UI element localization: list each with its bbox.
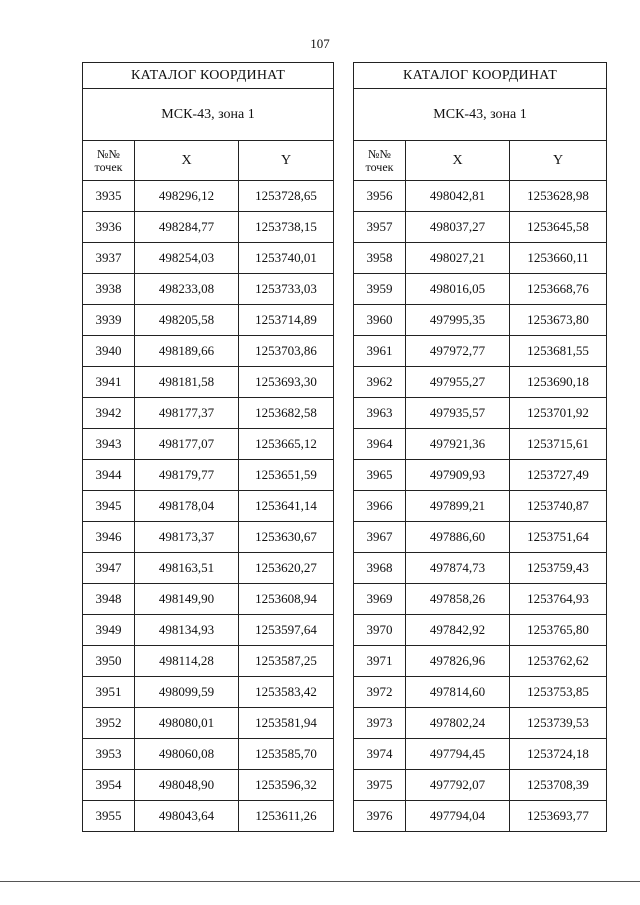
y-coordinate-cell: 1253728,65	[239, 181, 334, 212]
x-coordinate-cell: 498099,59	[135, 677, 239, 708]
catalog-body-left	[83, 181, 334, 832]
point-number-cell: 3948	[83, 584, 135, 615]
y-coordinate-cell: 1253630,67	[239, 522, 334, 553]
x-coordinate-cell: 498173,37	[135, 522, 239, 553]
point-number-cell: 3952	[83, 708, 135, 739]
point-number-cell: 3960	[354, 305, 406, 336]
x-coordinate-cell: 498254,03	[135, 243, 239, 274]
x-coordinate-cell: 497909,93	[406, 460, 510, 491]
point-number-cell: 3938	[83, 274, 135, 305]
column-header-x: X	[135, 141, 239, 181]
y-coordinate-cell: 1253693,77	[510, 801, 607, 832]
point-number-cell: 3966	[354, 491, 406, 522]
table-row	[83, 584, 334, 615]
point-number-cell: 3945	[83, 491, 135, 522]
table-row	[354, 522, 607, 553]
table-row	[83, 522, 334, 553]
page-number: 107	[310, 36, 330, 51]
point-number-cell: 3942	[83, 398, 135, 429]
point-number-cell: 3954	[83, 770, 135, 801]
table-row	[354, 181, 607, 212]
y-coordinate-cell: 1253759,43	[510, 553, 607, 584]
y-coordinate-cell: 1253641,14	[239, 491, 334, 522]
point-number-cell: 3958	[354, 243, 406, 274]
y-coordinate-cell: 1253596,32	[239, 770, 334, 801]
table-row	[354, 243, 607, 274]
table-row	[83, 770, 334, 801]
column-header-y: Y	[510, 141, 607, 181]
y-coordinate-cell: 1253668,76	[510, 274, 607, 305]
y-coordinate-cell: 1253681,55	[510, 336, 607, 367]
y-coordinate-cell: 1253724,18	[510, 739, 607, 770]
point-number-cell: 3951	[83, 677, 135, 708]
y-coordinate-cell: 1253587,25	[239, 646, 334, 677]
x-coordinate-cell: 498114,28	[135, 646, 239, 677]
point-number-cell: 3955	[83, 801, 135, 832]
y-coordinate-cell: 1253673,80	[510, 305, 607, 336]
point-number-cell: 3936	[83, 212, 135, 243]
y-coordinate-cell: 1253585,70	[239, 739, 334, 770]
x-coordinate-cell: 498177,37	[135, 398, 239, 429]
y-coordinate-cell: 1253714,89	[239, 305, 334, 336]
y-coordinate-cell: 1253693,30	[239, 367, 334, 398]
y-coordinate-cell: 1253753,85	[510, 677, 607, 708]
point-number-cell: 3976	[354, 801, 406, 832]
table-row	[83, 305, 334, 336]
table-row	[83, 181, 334, 212]
point-number-cell: 3970	[354, 615, 406, 646]
point-number-cell: 3949	[83, 615, 135, 646]
point-number-cell: 3957	[354, 212, 406, 243]
table-row	[354, 708, 607, 739]
point-number-cell: 3946	[83, 522, 135, 553]
table-row	[83, 460, 334, 491]
point-number-cell: 3961	[354, 336, 406, 367]
point-number-cell: 3965	[354, 460, 406, 491]
point-number-cell: 3956	[354, 181, 406, 212]
y-coordinate-cell: 1253651,59	[239, 460, 334, 491]
table-row	[354, 646, 607, 677]
table-row	[83, 677, 334, 708]
table-row	[83, 336, 334, 367]
table-row	[354, 801, 607, 832]
x-coordinate-cell: 498189,66	[135, 336, 239, 367]
point-number-cell: 3953	[83, 739, 135, 770]
x-coordinate-cell: 498134,93	[135, 615, 239, 646]
table-row	[83, 429, 334, 460]
y-coordinate-cell: 1253764,93	[510, 584, 607, 615]
table-row	[83, 615, 334, 646]
table-row	[354, 584, 607, 615]
point-number-cell: 3967	[354, 522, 406, 553]
table-row	[83, 212, 334, 243]
x-coordinate-cell: 498048,90	[135, 770, 239, 801]
x-coordinate-cell: 497874,73	[406, 553, 510, 584]
catalog-title: КАТАЛОГ КООРДИНАТ	[354, 63, 607, 89]
y-coordinate-cell: 1253715,61	[510, 429, 607, 460]
x-coordinate-cell: 498179,77	[135, 460, 239, 491]
x-coordinate-cell: 498233,08	[135, 274, 239, 305]
y-coordinate-cell: 1253739,53	[510, 708, 607, 739]
coordinate-catalog-left	[82, 62, 334, 832]
x-coordinate-cell: 497814,60	[406, 677, 510, 708]
x-coordinate-cell: 497995,35	[406, 305, 510, 336]
point-number-cell: 3973	[354, 708, 406, 739]
x-coordinate-cell: 498027,21	[406, 243, 510, 274]
y-coordinate-cell: 1253581,94	[239, 708, 334, 739]
table-row	[354, 398, 607, 429]
y-coordinate-cell: 1253733,03	[239, 274, 334, 305]
table-row	[354, 367, 607, 398]
catalog-subtitle: МСК-43, зона 1	[354, 89, 607, 141]
table-row	[354, 615, 607, 646]
catalog-subtitle: МСК-43, зона 1	[83, 89, 334, 141]
x-coordinate-cell: 497794,45	[406, 739, 510, 770]
point-number-cell: 3935	[83, 181, 135, 212]
y-coordinate-cell: 1253690,18	[510, 367, 607, 398]
point-number-cell: 3941	[83, 367, 135, 398]
y-coordinate-cell: 1253727,49	[510, 460, 607, 491]
table-row	[83, 801, 334, 832]
y-coordinate-cell: 1253660,11	[510, 243, 607, 274]
point-number-cell: 3959	[354, 274, 406, 305]
x-coordinate-cell: 498177,07	[135, 429, 239, 460]
point-number-cell: 3971	[354, 646, 406, 677]
y-coordinate-cell: 1253708,39	[510, 770, 607, 801]
table-row	[354, 274, 607, 305]
x-coordinate-cell: 497826,96	[406, 646, 510, 677]
x-coordinate-cell: 497935,57	[406, 398, 510, 429]
x-coordinate-cell: 497899,21	[406, 491, 510, 522]
y-coordinate-cell: 1253740,87	[510, 491, 607, 522]
column-header-point-number: №№ точек	[83, 141, 135, 181]
table-row	[354, 305, 607, 336]
point-number-cell: 3940	[83, 336, 135, 367]
table-row	[354, 336, 607, 367]
table-row	[83, 243, 334, 274]
x-coordinate-cell: 497886,60	[406, 522, 510, 553]
x-coordinate-cell: 498296,12	[135, 181, 239, 212]
x-coordinate-cell: 497955,27	[406, 367, 510, 398]
catalog-body-right	[354, 181, 607, 832]
point-number-cell: 3962	[354, 367, 406, 398]
y-coordinate-cell: 1253597,64	[239, 615, 334, 646]
point-number-cell: 3947	[83, 553, 135, 584]
point-number-cell: 3969	[354, 584, 406, 615]
point-number-cell: 3975	[354, 770, 406, 801]
x-coordinate-cell: 498163,51	[135, 553, 239, 584]
table-row	[354, 739, 607, 770]
x-coordinate-cell: 497858,26	[406, 584, 510, 615]
y-coordinate-cell: 1253608,94	[239, 584, 334, 615]
y-coordinate-cell: 1253611,26	[239, 801, 334, 832]
table-row	[354, 770, 607, 801]
y-coordinate-cell: 1253665,12	[239, 429, 334, 460]
table-row	[83, 367, 334, 398]
point-number-cell: 3974	[354, 739, 406, 770]
y-coordinate-cell: 1253738,15	[239, 212, 334, 243]
table-row	[83, 553, 334, 584]
x-coordinate-cell: 498042,81	[406, 181, 510, 212]
x-coordinate-cell: 497792,07	[406, 770, 510, 801]
x-coordinate-cell: 498181,58	[135, 367, 239, 398]
y-coordinate-cell: 1253682,58	[239, 398, 334, 429]
y-coordinate-cell: 1253645,58	[510, 212, 607, 243]
column-header-y: Y	[239, 141, 334, 181]
x-coordinate-cell: 498149,90	[135, 584, 239, 615]
table-row	[83, 491, 334, 522]
y-coordinate-cell: 1253628,98	[510, 181, 607, 212]
table-row	[83, 708, 334, 739]
table-row	[83, 739, 334, 770]
point-number-cell: 3972	[354, 677, 406, 708]
y-coordinate-cell: 1253583,42	[239, 677, 334, 708]
x-coordinate-cell: 498037,27	[406, 212, 510, 243]
x-coordinate-cell: 497802,24	[406, 708, 510, 739]
column-header-x: X	[406, 141, 510, 181]
bottom-divider	[0, 881, 640, 882]
point-number-cell: 3939	[83, 305, 135, 336]
point-number-cell: 3963	[354, 398, 406, 429]
x-coordinate-cell: 497842,92	[406, 615, 510, 646]
point-number-cell: 3937	[83, 243, 135, 274]
table-row	[354, 553, 607, 584]
table-row	[354, 429, 607, 460]
y-coordinate-cell: 1253765,80	[510, 615, 607, 646]
point-number-cell: 3944	[83, 460, 135, 491]
column-header-point-number: №№ точек	[354, 141, 406, 181]
table-row	[83, 646, 334, 677]
x-coordinate-cell: 498205,58	[135, 305, 239, 336]
coordinate-catalog-right	[353, 62, 607, 832]
table-row	[354, 212, 607, 243]
table-row	[83, 398, 334, 429]
point-number-cell: 3943	[83, 429, 135, 460]
x-coordinate-cell: 498178,04	[135, 491, 239, 522]
table-row	[354, 460, 607, 491]
table-row	[354, 491, 607, 522]
y-coordinate-cell: 1253620,27	[239, 553, 334, 584]
catalog-title: КАТАЛОГ КООРДИНАТ	[83, 63, 334, 89]
point-number-cell: 3964	[354, 429, 406, 460]
y-coordinate-cell: 1253740,01	[239, 243, 334, 274]
x-coordinate-cell: 498060,08	[135, 739, 239, 770]
y-coordinate-cell: 1253703,86	[239, 336, 334, 367]
table-row	[354, 677, 607, 708]
x-coordinate-cell: 497794,04	[406, 801, 510, 832]
point-number-cell: 3968	[354, 553, 406, 584]
x-coordinate-cell: 498284,77	[135, 212, 239, 243]
y-coordinate-cell: 1253701,92	[510, 398, 607, 429]
x-coordinate-cell: 497921,36	[406, 429, 510, 460]
table-row	[83, 274, 334, 305]
point-number-cell: 3950	[83, 646, 135, 677]
x-coordinate-cell: 498016,05	[406, 274, 510, 305]
x-coordinate-cell: 498043,64	[135, 801, 239, 832]
y-coordinate-cell: 1253751,64	[510, 522, 607, 553]
x-coordinate-cell: 498080,01	[135, 708, 239, 739]
y-coordinate-cell: 1253762,62	[510, 646, 607, 677]
x-coordinate-cell: 497972,77	[406, 336, 510, 367]
